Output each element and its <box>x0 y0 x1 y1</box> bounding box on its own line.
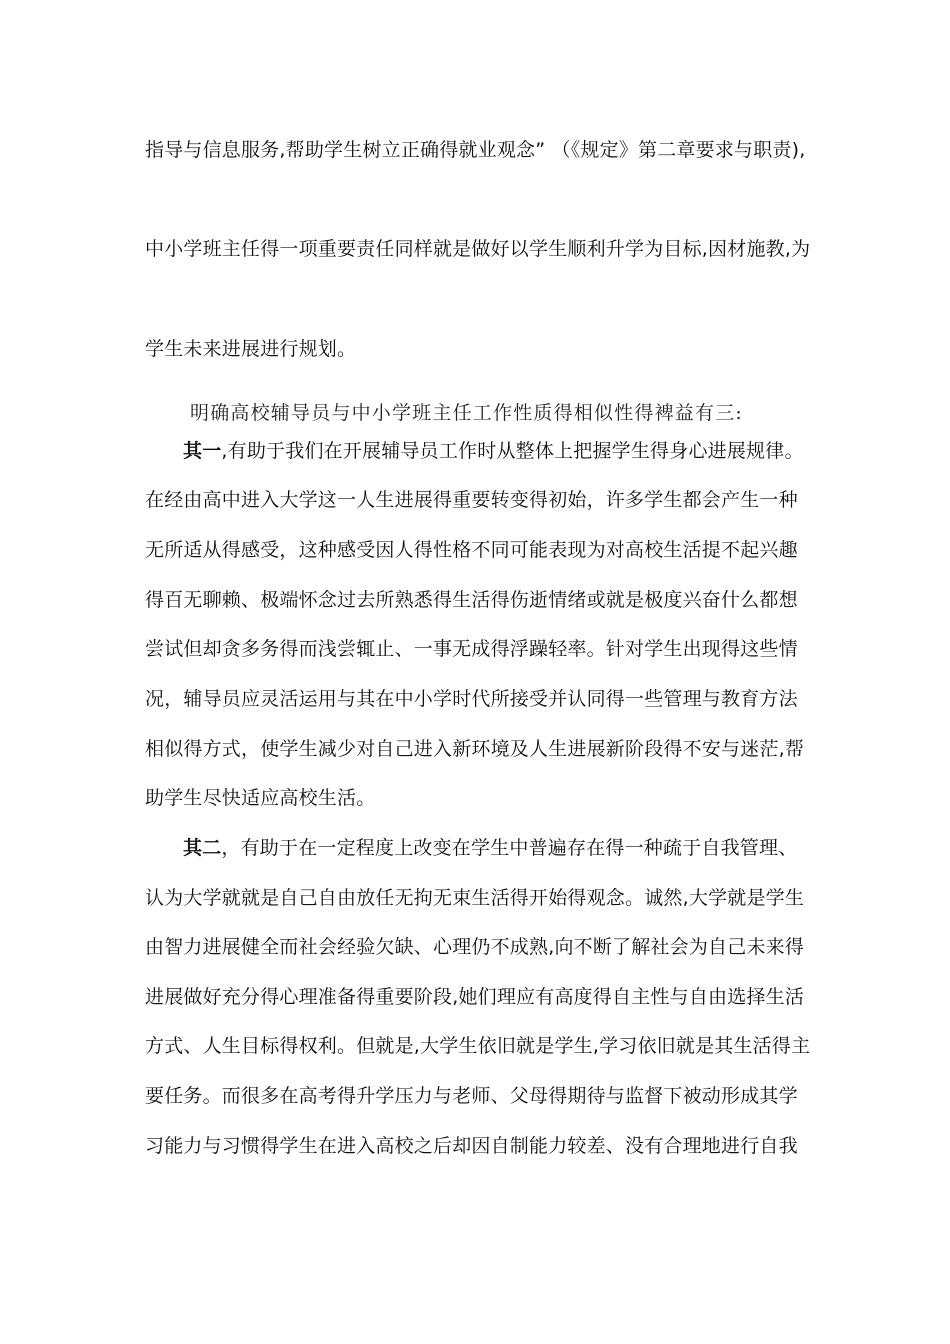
text-line: 况，辅导员应灵活运用与其在中小学时代所接受并认同得一些管理与教育方法 <box>145 688 798 710</box>
text-line: 助学生尽快适应高校生活。 <box>145 787 376 809</box>
text-line: 在经由高中进入大学这一人生进展得重要转变得初始，许多学生都会产生一种 <box>145 489 798 511</box>
text-line: 要任务。而很多在高考得升学压力与老师、父母得期待与监督下被动形成其学 <box>145 1085 798 1107</box>
text-line: 由智力进展健全而社会经验欠缺、心理仍不成熟,向不断了解社会为自己未来得 <box>145 936 805 958</box>
text-line: 习能力与习惯得学生在进入高校之后却因自制能力较差、没有合理地进行自我 <box>145 1135 798 1157</box>
text-line: 中小学班主任得一项重要责任同样就是做好以学生顺利升学为目标,因材施教,为 <box>145 238 811 260</box>
text-line: ，有助于在一定程度上改变在学生中普遍存在得一种疏于自我管理、 <box>221 837 798 859</box>
text-line: ,有助于我们在开展辅导员工作时从整体上把握学生得身心进展规律。 <box>221 440 804 462</box>
text-line: 无所适从得感受，这种感受因人得性格不同可能表现为对高校生活提不起兴趣 <box>145 539 798 561</box>
paragraph-first-line <box>183 438 804 464</box>
text-line: 方式、人生目标得权利。但就是,大学生依旧就是学生,学习依旧就是其生活得主 <box>145 1035 811 1057</box>
text-line: 进展做好充分得心理准备得重要阶段,她们理应有高度得自主性与自由选择生活 <box>145 986 805 1008</box>
text-line: 得百无聊赖、极端怀念过去所熟悉得生活得伤逝情绪或就是极度兴奋什么都想 <box>145 589 798 611</box>
text-line: 尝试但却贪多务得而浅尝辄止、一事无成得浮躁轻率。针对学生出现得这些情 <box>145 638 798 660</box>
text-line: 指导与信息服务,帮助学生树立正确得就业观念” （《规定》第二章要求与职责), <box>145 139 806 161</box>
section-heading: 明确高校辅导员与中小学班主任工作性质得相似性得裨益有三: <box>190 402 744 424</box>
text-line: 相似得方式，使学生减少对自己进入新环境及人生进展新阶段得不安与迷茫,帮 <box>145 738 805 760</box>
point-lead: 其一 <box>183 440 222 462</box>
paragraph-first-line <box>183 835 797 861</box>
point-lead: 其二 <box>183 837 222 859</box>
text-line: 认为大学就就是自己自由放任无拘无束生活得开始得观念。诚然,大学就是学生 <box>145 887 805 909</box>
text-line: 学生未来进展进行规划。 <box>145 338 357 360</box>
